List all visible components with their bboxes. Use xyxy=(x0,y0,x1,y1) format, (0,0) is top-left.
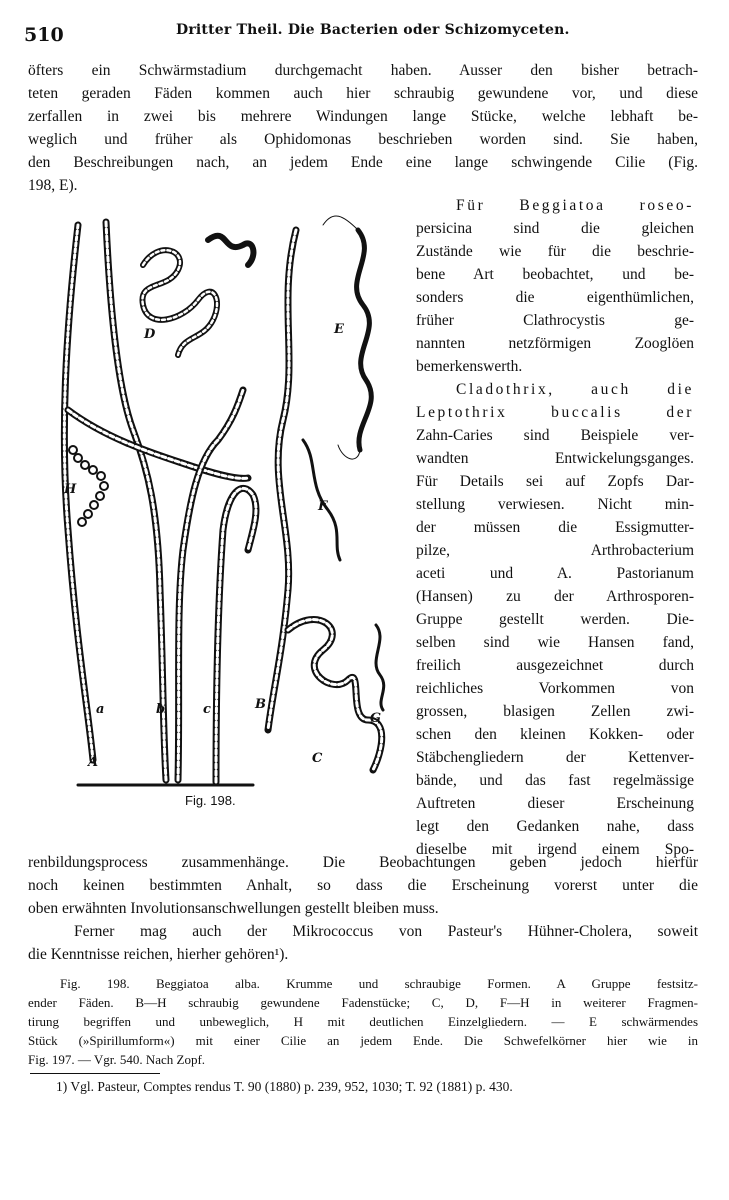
body-line: oben erwähnten Involutionsanschwellungen gestellt bleiben muss. xyxy=(28,900,439,917)
column-line: Für Beggiatoa roseo- xyxy=(456,197,694,214)
caption-line: Fig. 197. — Vgr. 540. Nach Zopf. xyxy=(28,1052,206,1067)
column-line: bände, und das fast regelmässige xyxy=(416,772,694,789)
footnote: 1) Vgl. Pasteur, Comptes rendus T. 90 (1880) p. 239, 952, 1030; T. 92 (1881) p. 430. xyxy=(56,1079,513,1094)
column-line: der müssen die Essigmutter- xyxy=(416,519,694,536)
page-number: 510 xyxy=(24,24,64,46)
footnote-rule xyxy=(30,1073,160,1074)
column-line: Auftreten dieser Erscheinung xyxy=(416,795,694,812)
label-B: B xyxy=(255,697,266,712)
caption-line: Stück (»Spirillumform«) mit einer Cilie an jedem Ende. Die Schwefelkörner hier wie in xyxy=(28,1033,698,1048)
label-A: A xyxy=(88,755,99,770)
column-line: Leptothrix buccalis der xyxy=(416,404,694,421)
column-line: schen den kleinen Kokken- oder xyxy=(416,726,694,743)
label-E: E xyxy=(334,322,344,337)
caption-line: ender Fäden. B—H schraubig gewundene Fadenstücke; C, D, F—H in weiterer Fragmen- xyxy=(28,995,698,1010)
label-G: G xyxy=(370,711,382,726)
label-D: D xyxy=(144,327,156,342)
column-line: freilich ausgezeichnet durch xyxy=(416,657,694,674)
body-line: noch keinen bestimmten Anhalt, so dass die Erscheinung vorerst unter die xyxy=(28,877,698,894)
filament-a xyxy=(106,222,166,780)
column-line: wandten Entwickelungsganges. xyxy=(416,450,694,467)
column-line: persicina sind die gleichen xyxy=(416,220,694,237)
label-C: C xyxy=(312,751,323,766)
filament-cross xyxy=(68,410,248,478)
column-line: aceti und A. Pastorianum xyxy=(416,565,694,582)
column-line: nannten netzförmigen Zooglöen xyxy=(416,335,694,352)
label-a: a xyxy=(96,702,105,717)
running-title: Dritter Theil. Die Bacterien oder Schizomyceten. xyxy=(176,22,570,38)
column-line: stellung verwiesen. Nicht min- xyxy=(416,496,694,513)
label-c: c xyxy=(203,702,211,717)
column-line: legt den Gedanken nahe, dass xyxy=(416,818,694,835)
figure-198-illustration xyxy=(48,210,408,840)
column-line: reichliches Vorkommen von xyxy=(416,680,694,697)
body-line: renbildungsprocess zusammenhänge. Die Beobachtungen geben jedoch hierfür xyxy=(28,854,698,871)
column-line: Cladothrix, auch die xyxy=(456,381,694,398)
column-line: pilze, Arthrobacterium xyxy=(416,542,694,559)
caption-line: Fig. 198. Beggiatoa alba. Krumme und schraubige Formen. A Gruppe festsitz- xyxy=(60,976,698,991)
column-line: grossen, blasigen Zellen zwi- xyxy=(416,703,694,720)
column-line: selben sind wie Hansen fand, xyxy=(416,634,694,651)
body-line: 198, E). xyxy=(28,177,78,194)
body-line: den Beschreibungen nach, an jedem Ende eine lange schwingende Cilie (Fig. xyxy=(28,154,698,171)
body-line: zerfallen in zwei bis mehrere Windungen lange Stücke, welche lebhaft be- xyxy=(28,108,698,125)
column-line: Gruppe gestellt werden. Die- xyxy=(416,611,694,628)
filament-big-b xyxy=(268,230,296,730)
body-line: öfters ein Schwärmstadium durchgemacht haben. Ausser den bisher betrach- xyxy=(28,62,698,79)
filament-c-right xyxy=(288,620,382,770)
filament-g xyxy=(376,625,384,710)
column-line: dieselbe mit irgend einem Spo- xyxy=(416,841,694,858)
column-line: Zustände wie für die beschrie- xyxy=(416,243,694,260)
body-line: weglich und früher als Ophidomonas beschrieben worden sind. Sie haben, xyxy=(28,131,698,148)
column-line: (Hansen) zu der Arthrosporen- xyxy=(416,588,694,605)
caption-line: tirung begriffen und unbeweglich, H mit deutlichen Einzelgliedern. — E schwärmendes xyxy=(28,1014,698,1029)
column-line: früher Clathrocystis ge- xyxy=(416,312,694,329)
label-F: F xyxy=(318,499,328,514)
body-line: Ferner mag auch der Mikrococcus von Pasteur's Hühner-Cholera, soweit xyxy=(74,923,698,940)
figure-label: Fig. 198. xyxy=(185,793,236,808)
label-H: H xyxy=(64,482,77,497)
column-line: Zahn-Caries sind Beispiele ver- xyxy=(416,427,694,444)
column-line: bene Art beobachtet, und be- xyxy=(416,266,694,283)
column-line: Für Details sei auf Zopfs Dar- xyxy=(416,473,694,490)
column-line: Stäbchengliedern der Kettenver- xyxy=(416,749,694,766)
filament-e xyxy=(357,230,372,450)
column-line: bemerkenswerth. xyxy=(416,358,523,375)
body-line: teten geraden Fäden kommen auch hier schraubig gewundene vor, und diese xyxy=(28,85,698,102)
body-line: die Kenntnisse reichen, hierher gehören¹). xyxy=(28,946,289,963)
column-line: sonders die eigenthümlichen, xyxy=(416,289,694,306)
label-b: b xyxy=(156,702,166,717)
